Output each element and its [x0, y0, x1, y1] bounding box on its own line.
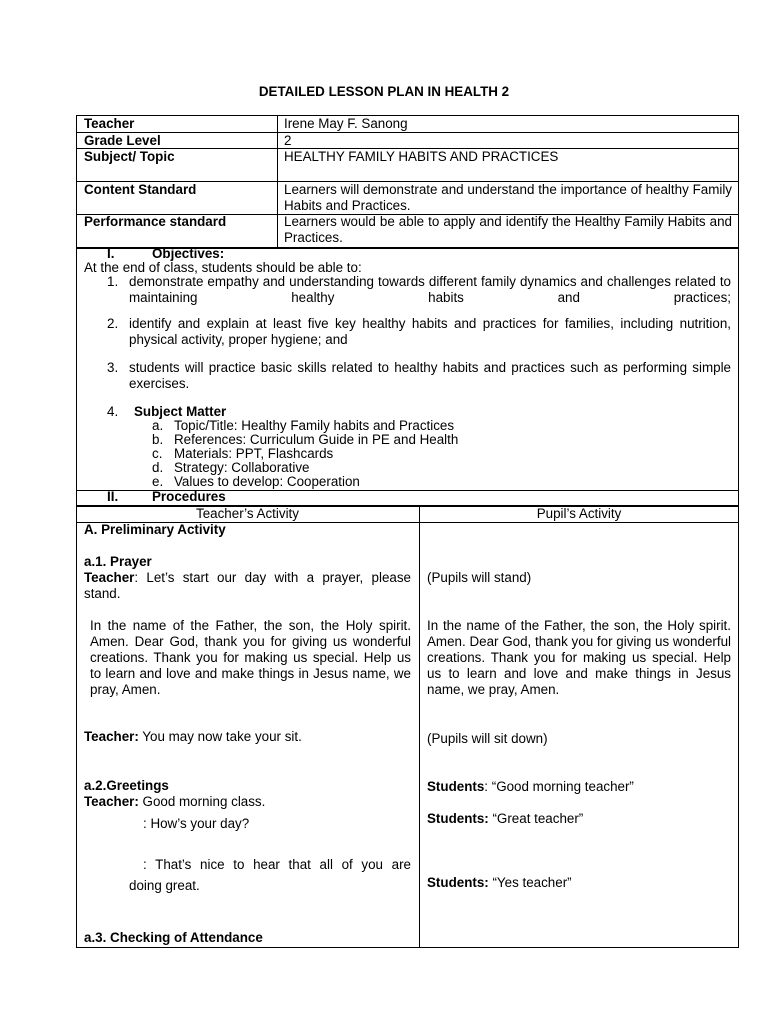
teacher-label: Teacher — [84, 570, 135, 585]
objective-item: demonstrate empathy and understanding towards different family dynamics and challenges related to maintaining healthy habits and practices; — [129, 274, 731, 305]
students-label: Students: — [427, 875, 489, 890]
sit-text: You may now take your sit. — [138, 729, 302, 744]
objectives-numeral: I. — [107, 246, 115, 261]
pupil-stand: (Pupils will stand) — [427, 570, 532, 585]
subject-matter-item: Values to develop: Cooperation — [174, 474, 360, 489]
objective-item: identify and explain at least five key healthy habits and practices for families, including nutrition, physical activity, proper hygiene; and — [129, 316, 731, 347]
attendance-heading: a.3. Checking of Attendance — [84, 930, 263, 945]
student-response — [427, 811, 583, 827]
subject-matter-letter: c. — [152, 446, 163, 461]
sit-instruction — [84, 729, 302, 745]
subject-matter-letter: a. — [152, 418, 164, 433]
subject-matter-item: Strategy: Collaborative — [174, 460, 310, 475]
greeting-response-line: : That’s nice to hear that all of you are — [143, 857, 411, 872]
subject-matter-item: Topic/Title: Healthy Family habits and Practices — [174, 418, 455, 433]
procedures-numeral: II. — [107, 489, 119, 504]
page-title: DETAILED LESSON PLAN IN HEALTH 2 — [258, 84, 510, 99]
prayer-heading: a.1. Prayer — [84, 554, 152, 569]
response-text: : “Good morning teacher” — [484, 779, 634, 794]
pupil-sit: (Pupils will sit down) — [427, 731, 548, 746]
greeting-text: Good morning class. — [138, 794, 266, 809]
students-label: Students: — [427, 811, 489, 826]
greetings-heading: a.2.Greetings — [84, 778, 169, 793]
subject-matter-heading: Subject Matter — [134, 404, 227, 419]
performance-standard-value: Learners would be able to apply and identify the Healthy Family Habits and Practices. — [284, 214, 732, 245]
students-label: Students — [427, 779, 485, 794]
activity-table-divider — [419, 506, 420, 948]
objective-number: 3. — [107, 360, 119, 375]
subject-matter-letter: e. — [152, 474, 164, 489]
objectives-heading: Objectives: — [152, 246, 225, 261]
content-standard-value: Learners will demonstrate and understand the importance of healthy Family Habits and Practices. — [284, 182, 732, 213]
pupil-activity-header: Pupil’s Activity — [536, 506, 622, 521]
row-rule — [76, 132, 739, 133]
teacher-label: Teacher — [84, 116, 135, 131]
subject-matter-number: 4. — [107, 404, 119, 419]
subject-label: Subject/ Topic — [84, 149, 175, 164]
response-text: “Yes teacher” — [488, 875, 572, 890]
teacher-label: Teacher: — [84, 794, 139, 809]
greeting-question: : How’s your day? — [143, 816, 250, 831]
prayer-teacher-line — [84, 570, 411, 602]
objective-number: 2. — [107, 316, 119, 331]
greeting-line — [84, 794, 265, 810]
content-standard-label: Content Standard — [84, 182, 197, 197]
performance-standard-label: Performance standard — [84, 214, 227, 229]
greeting-response-line-2: doing great. — [129, 878, 200, 893]
student-response — [427, 779, 634, 795]
subject-matter-item: References: Curriculum Guide in PE and Health — [174, 432, 459, 447]
teacher-value: Irene May F. Sanong — [284, 116, 408, 131]
objective-item: students will practice basic skills related to healthy habits and practices such as performing simple exercises. — [129, 360, 731, 391]
subject-matter-letter: d. — [152, 460, 164, 475]
objectives-intro: At the end of class, students should be able to: — [84, 260, 362, 275]
subject-matter-item: Materials: PPT, Flashcards — [174, 446, 334, 461]
prayer-instruction: : Let’s start our day with a prayer, please stand. — [84, 570, 411, 601]
teacher-label: Teacher: — [84, 729, 139, 744]
subject-value: HEALTHY FAMILY HABITS AND PRACTICES — [284, 149, 559, 164]
prayer-text-pupil: In the name of the Father, the son, the Holy spirit. Amen. Dear God, thank you for giving us wonderful creations. Thank you for making us special. Help us to learn and love and make things in Jesus name, we pray, Amen. — [427, 618, 731, 697]
procedures-heading: Procedures — [152, 489, 226, 504]
teacher-activity-header: Teacher’s Activity — [196, 506, 299, 521]
subject-matter-letter: b. — [152, 432, 164, 447]
grade-value: 2 — [284, 133, 292, 148]
response-text: “Great teacher” — [488, 811, 584, 826]
preliminary-activity-heading: A. Preliminary Activity — [84, 522, 226, 537]
objective-number: 1. — [107, 274, 119, 289]
prayer-text-teacher: In the name of the Father, the son, the Holy spirit. Amen. Dear God, thank you for giving us wonderful creations. Thank you for making us special. Help us to learn and love and make things in Jesus name, we pray, Amen. — [90, 618, 411, 697]
student-response — [427, 875, 572, 891]
grade-label: Grade Level — [84, 133, 161, 148]
